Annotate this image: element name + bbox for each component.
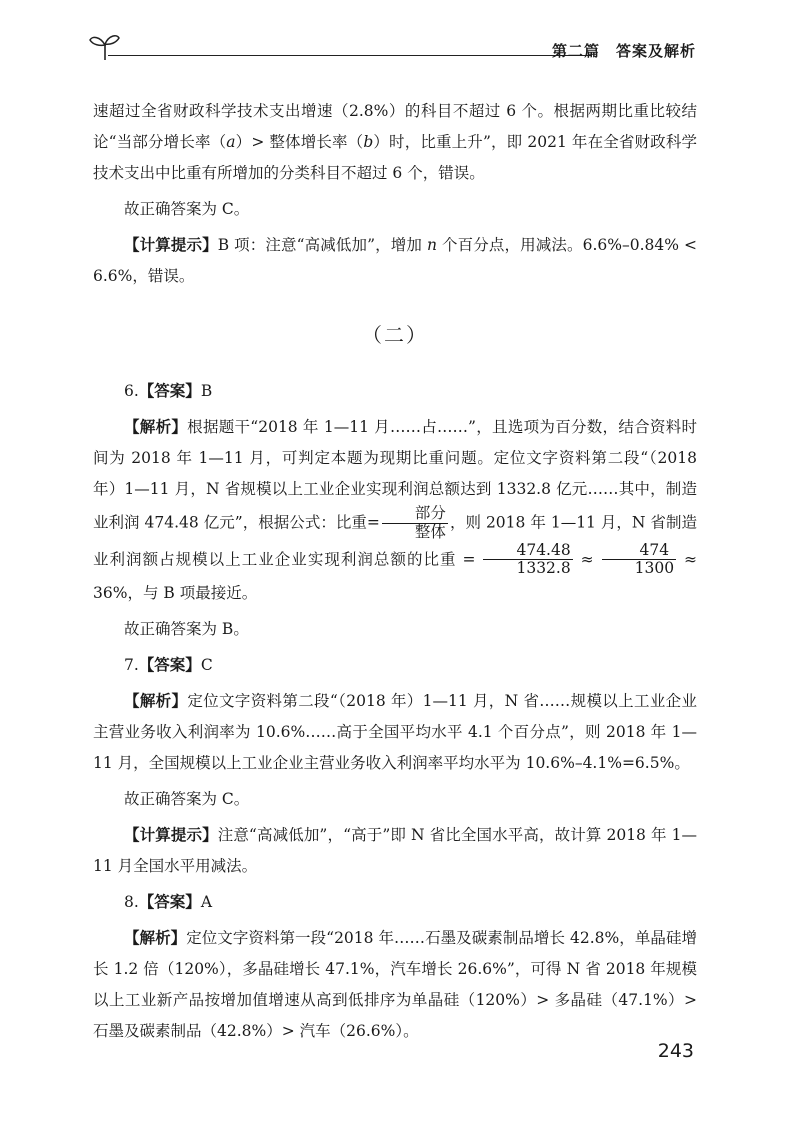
q6-answer: 6.【答案】B (124, 382, 213, 400)
header-rule (108, 55, 592, 56)
header-title: 第二篇 答案及解析 (551, 42, 696, 60)
q7-answer-line: 故正确答案为 C。 (124, 790, 250, 809)
q6-answer-line: 故正确答案为 B。 (124, 620, 249, 639)
q7-analysis: 【解析】定位文字资料第二段“（2018 年）1—11 月，N 省……规模以上工业企业主营业务收入利润率为 10.6%……高于全国平均水平 4.1 个百分点”，则 2018 年 1—11 月，全国规模以上工业企业主营业务收入利润率平均水平为 10.6%–4.1%=6.5%。 (93, 692, 697, 773)
q6-analysis: 【解析】根据题干“2018 年 1—11 月……占……”，且选项为百分数，结合资料时间为 2018 年 1—11 月，可判定本题为现期比重问题。定位文字资料第二段“（2018 年）1—11 月，N 省规模以上工业企业实现利润总额达到 1332.8 亿元……其中，制造业利润 474.48 亿元”，根据公式：比重= $\frac{\text{部分}}{\text{整体}}$ ，则 2018 年 1—11 月，N 省制造业利润额占规模以上工业企业实现利润总额的比重 = $\frac{474.48}{1332.8}$ ≈ $\frac{474}{1300}$ ≈ 36%，与 B 项最接近。 (93, 418, 698, 603)
ratio-fraction-1: $\frac{474.48}{1332.8}$ (483, 542, 572, 579)
page-content (93, 96, 697, 1052)
continuation-paragraph: 速超过全省财政科学技术支出增速（2.8%）的科目不超过 6 个。根据两期比重比较结论“当部分增长率（a）> 整体增长率（b）时，比重上升”，即 2021 年在全省财政科学技术支出中比重有所增加的分类科目不超过 6 个，错误。 (93, 102, 697, 182)
sprout-icon (88, 32, 122, 62)
continuation-answer: 故正确答案为 C。 (124, 200, 250, 218)
ratio-fraction-2: $\frac{474}{1300}$ (602, 542, 676, 579)
formula-fraction: $\frac{\text{部分}}{\text{整体}}$ (382, 505, 448, 542)
section-title: （二） (362, 323, 428, 347)
q7-tip: 【计算提示】注意“高减低加”，“高于”即 N 省比全国水平高，故计算 2018 年 1—11 月全国水平用减法。 (93, 826, 697, 876)
q7-answer: 7.【答案】C (124, 656, 213, 675)
page-header (88, 28, 700, 68)
page-number: 243 (657, 1040, 694, 1062)
q8-analysis: 【解析】定位文字资料第一段“2018 年……石墨及碳素制品增长 42.8%，单晶硅增长 1.2 倍（120%），多晶硅增长 47.1%，汽车增长 26.6%”，可得 N 省 2018 年规模以上工业新产品按增加值增速从高到低排序为单晶硅（120%）> 多晶硅（47.1%）> 石墨及碳素制品（42.8%）> 汽车（26.6%）。 (93, 929, 697, 1041)
continuation-tip: 【计算提示】B 项：注意“高减低加”，增加 n 个百分点，用减法。6.6%–0.84% < 6.6%，错误。 (93, 236, 697, 285)
q8-answer: 8.【答案】A (124, 893, 213, 912)
